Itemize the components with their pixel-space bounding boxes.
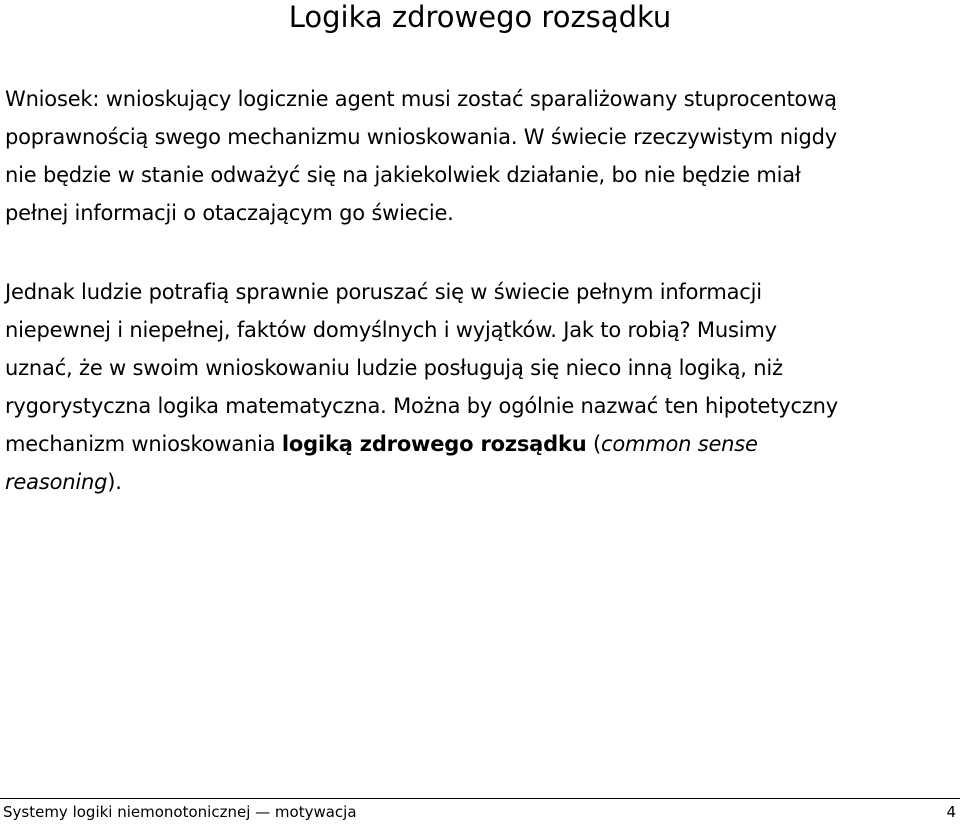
text-line: pełnej informacji o otaczającym go świecie. xyxy=(5,201,454,225)
text-line: niepewnej i niepełnej, faktów domyślnych i wyjątków. Jak to robią? Musimy xyxy=(5,318,777,342)
text-line: Jednak ludzie potrafią sprawnie poruszać się w świecie pełnym informacji xyxy=(5,280,762,304)
page-number: 4 xyxy=(946,803,956,821)
text-line: uznać, że w swoim wnioskowaniu ludzie posługują się nieco inną logiką, niż xyxy=(5,356,783,380)
text-line xyxy=(5,463,955,501)
text-line: Wniosek: wnioskujący logicznie agent musi zostać sparaliżowany stuprocentową xyxy=(5,87,837,111)
footer-divider xyxy=(0,798,960,799)
text-segment: ( xyxy=(586,432,601,456)
text-line: poprawnością swego mechanizmu wnioskowania. W świecie rzeczywistym nigdy xyxy=(5,125,838,149)
text-segment: mechanizm wnioskowania xyxy=(5,432,282,456)
italic-term: common sense xyxy=(600,432,758,456)
italic-term: reasoning xyxy=(5,470,108,494)
paragraph-common-sense xyxy=(5,273,955,501)
text-segment: ). xyxy=(107,470,122,494)
text-line: nie będzie w stanie odważyć się na jakiekolwiek działanie, bo nie będzie miał xyxy=(5,163,801,187)
text-line: rygorystyczna logika matematyczna. Można by ogólnie nazwać ten hipotetyczny xyxy=(5,394,838,418)
text-line xyxy=(5,425,955,463)
bold-term: logiką zdrowego rozsądku xyxy=(281,432,587,456)
slide-title: Logika zdrowego rozsądku xyxy=(288,0,672,34)
paragraph-conclusion xyxy=(5,80,955,232)
footer-title: Systemy logiki niemonotonicznej — motywacja xyxy=(3,803,357,821)
